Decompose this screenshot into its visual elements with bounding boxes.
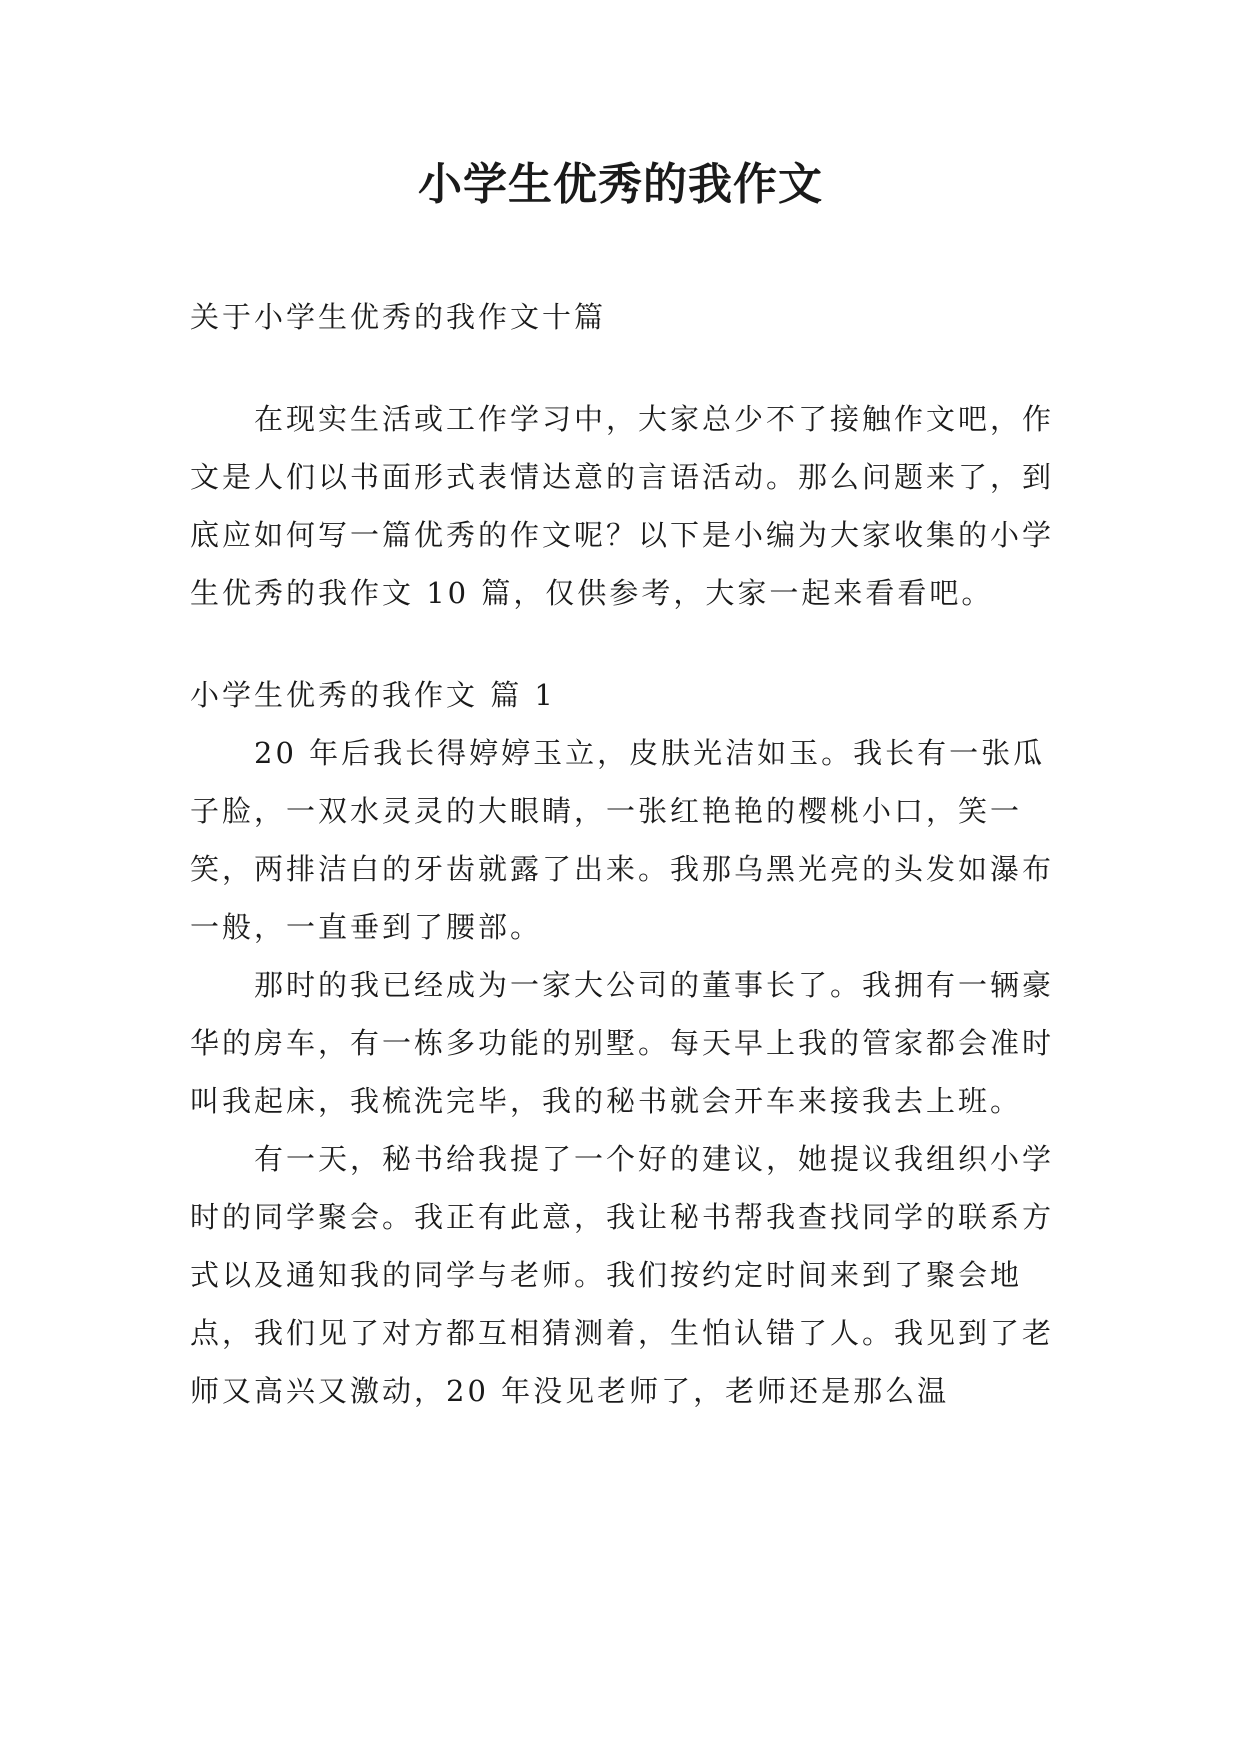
- body-paragraph-1: 20 年后我长得婷婷玉立，皮肤光洁如玉。我长有一张瓜子脸，一双水灵灵的大眼睛，一张红艳艳的樱桃小口，笑一笑，两排洁白的牙齿就露了出来。我那乌黑光亮的头发如瀑布一般，一直垂到了腰部。: [190, 736, 1055, 944]
- section-heading: 小学生优秀的我作文 篇 1: [190, 678, 556, 712]
- document-body: [190, 288, 1056, 1420]
- intro-paragraph: 在现实生活或工作学习中，大家总少不了接触作文吧，作文是人们以书面形式表情达意的言语活动。那么问题来了，到底应如何写一篇优秀的作文呢？以下是小编为大家收集的小学生优秀的我作文 10 篇，仅供参考，大家一起来看看吧。: [190, 402, 1055, 610]
- document-subtitle: 关于小学生优秀的我作文十篇: [190, 300, 607, 334]
- body-paragraph-3: 有一天，秘书给我提了一个好的建议，她提议我组织小学时的同学聚会。我正有此意，我让秘书帮我查找同学的联系方式以及通知我的同学与老师。我们按约定时间来到了聚会地点，我们见了对方都互相猜测着，生怕认错了人。我见到了老师又高兴又激动，20 年没见老师了，老师还是那么温: [190, 1142, 1055, 1408]
- document-title: 小学生优秀的我作文: [418, 159, 823, 210]
- body-paragraph-2: 那时的我已经成为一家大公司的董事长了。我拥有一辆豪华的房车，有一栋多功能的别墅。每天早上我的管家都会准时叫我起床，我梳洗完毕，我的秘书就会开车来接我去上班。: [190, 968, 1055, 1118]
